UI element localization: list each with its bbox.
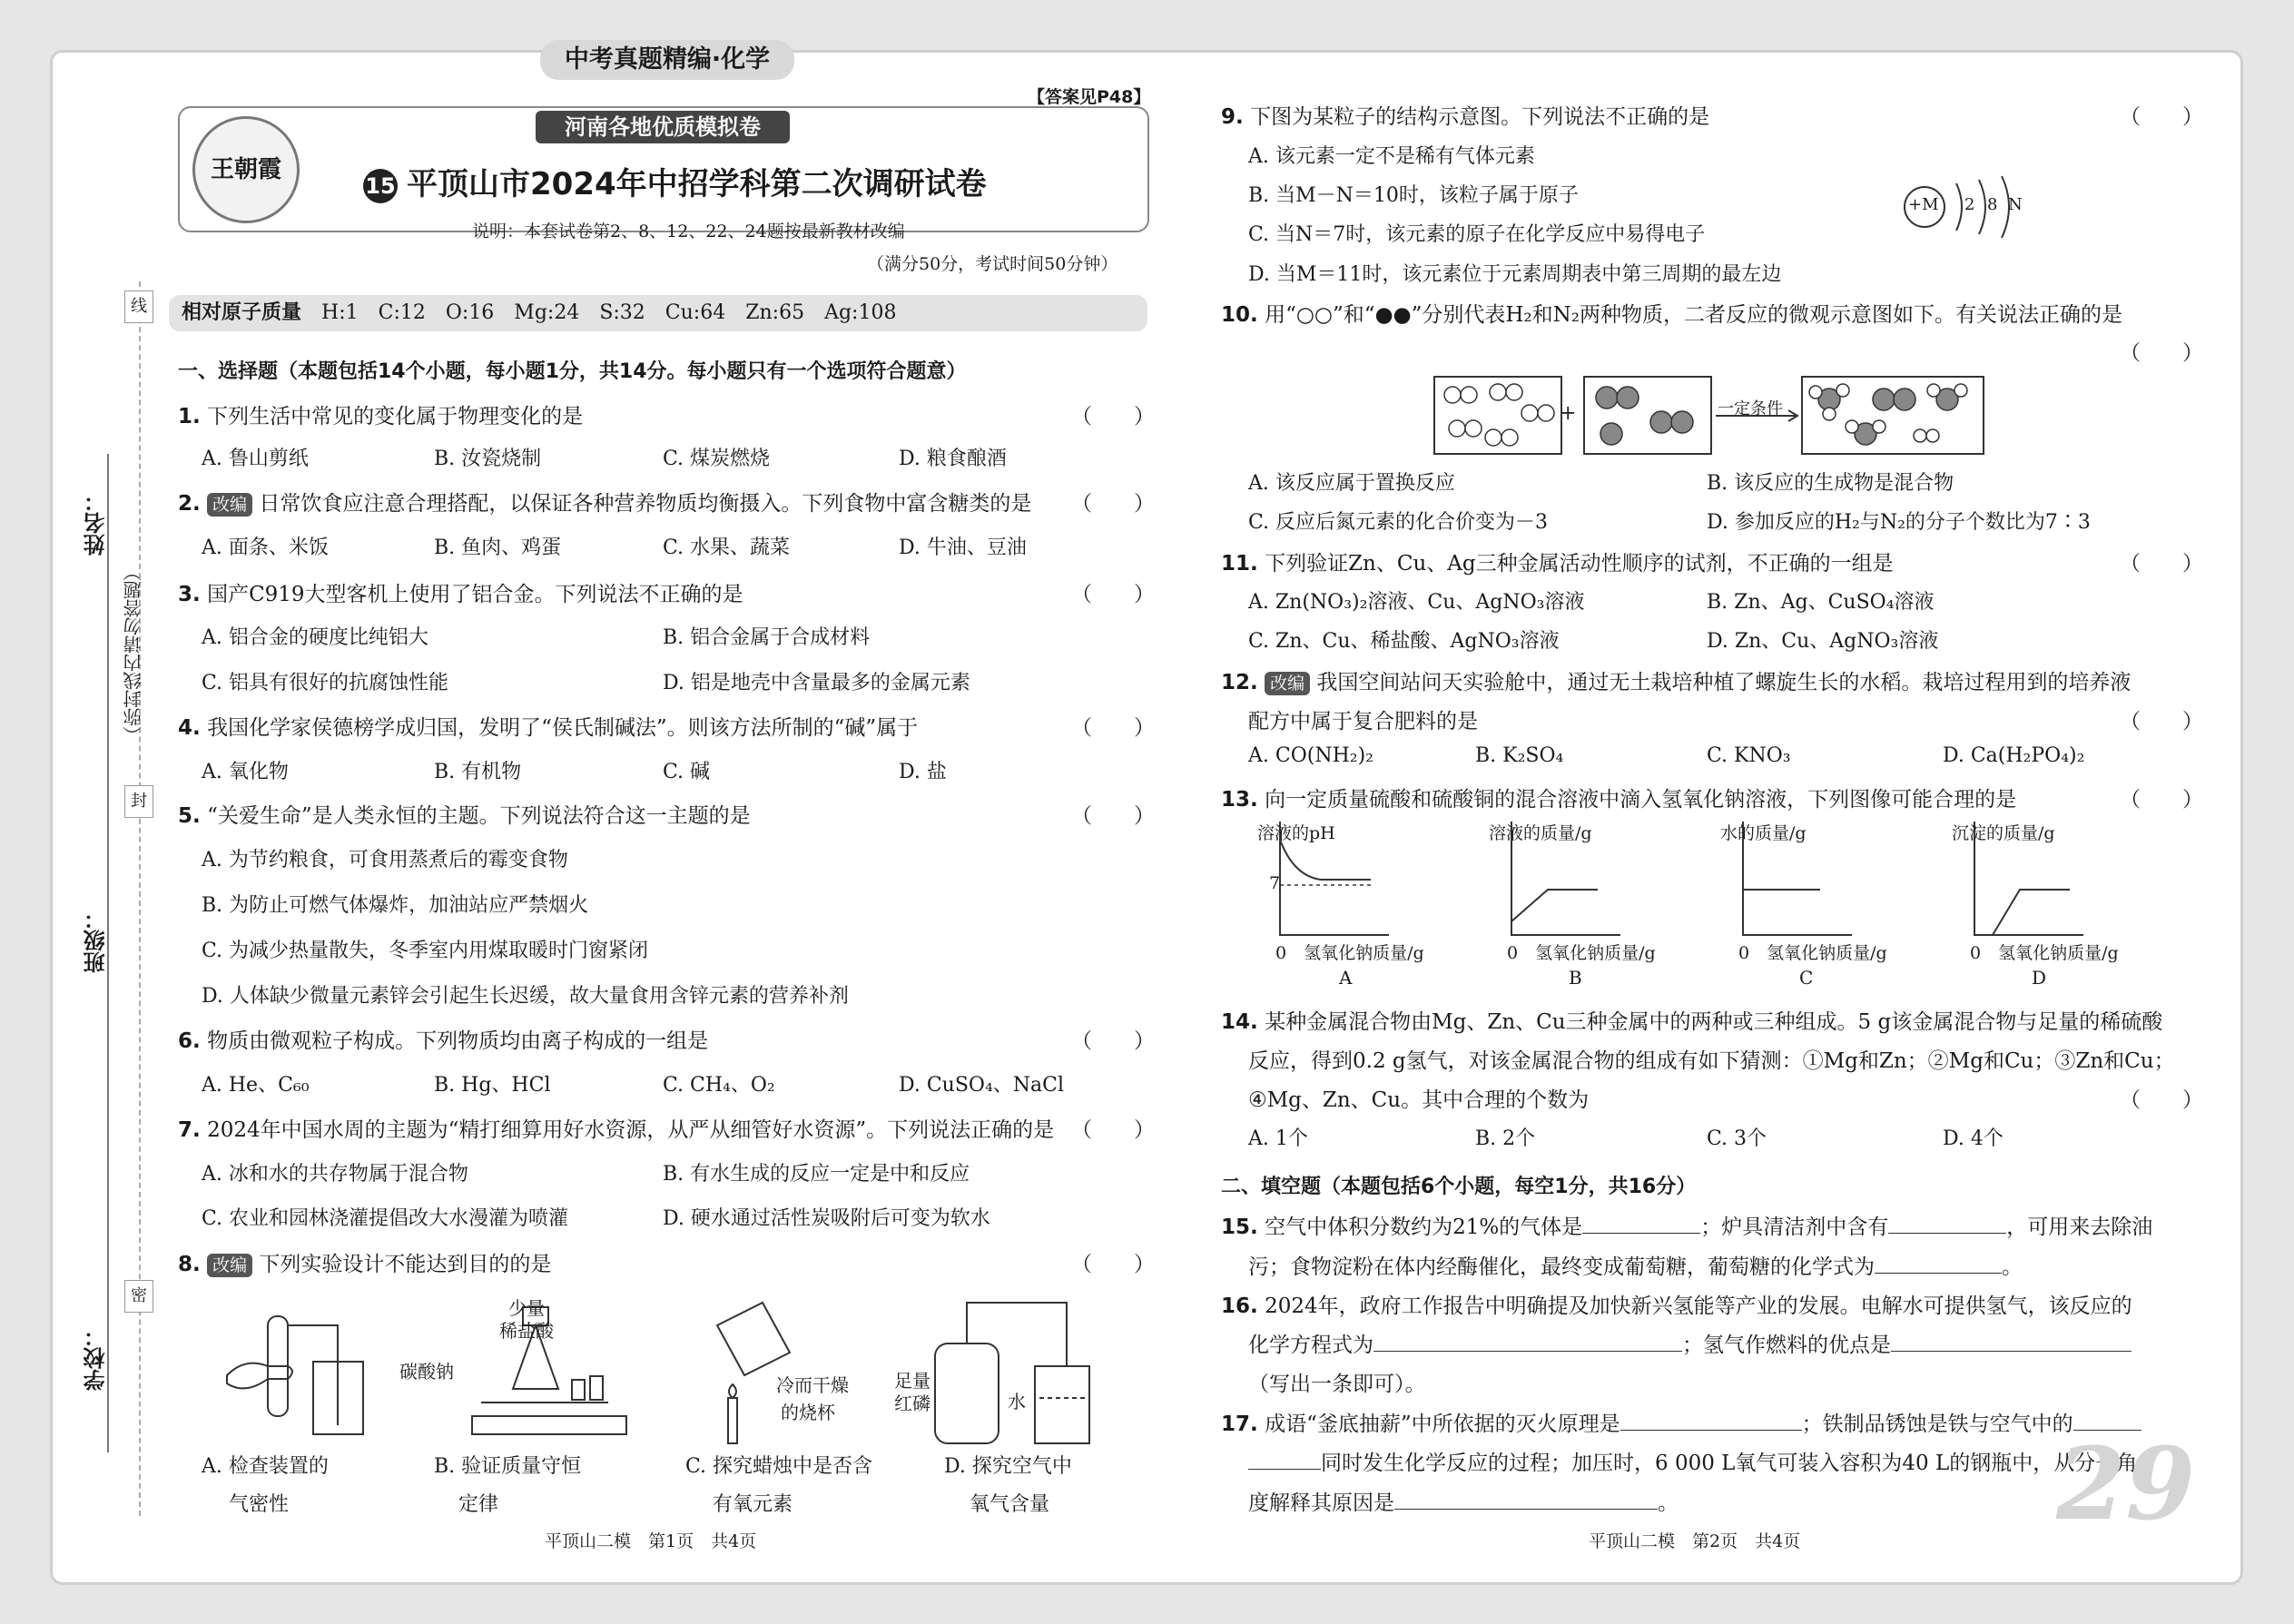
answer-paren: （ ）	[1071, 804, 1155, 828]
question-8	[178, 1247, 551, 1277]
shell-3-count: N	[2008, 195, 2023, 214]
answer-paren: （ ）	[1071, 405, 1155, 428]
product-molecules	[1809, 384, 1967, 445]
question-11	[1221, 546, 1894, 576]
option-b: B. 2个	[1475, 1127, 1536, 1150]
option-d: D. 盐	[899, 761, 947, 783]
fig-label: 稀盐酸	[499, 1320, 554, 1342]
footer-left: 平顶山二模 第1页 共4页	[545, 1531, 757, 1551]
question-number: 14.	[1221, 1010, 1258, 1034]
answer-paren: （ ）	[1071, 716, 1155, 740]
graph-a-curve	[1280, 840, 1371, 880]
option-b: B. 该反应的生成物是混合物	[1707, 472, 1954, 495]
question-text: 污；食物淀粉在体内经酶催化，最终变成葡萄糖，葡萄糖的化学式为	[1248, 1255, 1875, 1279]
seal-mark-close: 密	[124, 1280, 153, 1313]
option-a: A. 冰和水的共存物属于混合物	[202, 1163, 468, 1186]
paper-title-text: 平顶山市2024年中招学科第二次调研试卷	[407, 166, 987, 202]
question-text: ；炉具清洁剂中含有	[1700, 1216, 1889, 1239]
option-a: A. 检查装置的	[202, 1455, 329, 1478]
answer-blank[interactable]	[1891, 1351, 2132, 1352]
n2-molecules	[1596, 387, 1693, 445]
option-c: C. 3个	[1707, 1127, 1767, 1150]
question-stem: 下列验证Zn、Cu、Ag三种金属活动性顺序的试剂，不正确的一组是	[1265, 552, 1894, 576]
fig-label: 的烧杯	[781, 1402, 835, 1423]
graph-b-xlabel: 0 氢氧化钠质量/g	[1507, 943, 1656, 963]
question-stem: “关爱生命”是人类永恒的主题。下列说法符合这一主题的是	[207, 804, 751, 828]
question-text: ；铁制品锈蚀是铁与空气中的	[1801, 1412, 2073, 1436]
option-b: B. 为防止可燃气体爆炸，加油站应严禁烟火	[202, 894, 589, 917]
fig-label: 碳酸钠	[399, 1361, 454, 1383]
question-text: 化学方程式为	[1248, 1334, 1373, 1357]
question-number: 6.	[178, 1029, 201, 1053]
option-c: C. 当N＝7时，该元素的原子在化学反应中易得电子	[1248, 223, 1706, 246]
q13-graphs	[1253, 822, 2124, 989]
question-text: 度解释其原因是	[1248, 1491, 1394, 1515]
question-15-cont	[1248, 1250, 2023, 1280]
option-c: C. 煤炭燃烧	[663, 448, 771, 470]
question-number: 5.	[178, 804, 201, 828]
question-number: 7.	[178, 1118, 201, 1142]
region-tab: 河南各地优质模拟卷	[536, 111, 790, 143]
question-number: 4.	[178, 716, 201, 740]
question-2	[178, 487, 1031, 517]
answer-blank[interactable]	[1582, 1233, 1700, 1234]
fig-label: 少量	[508, 1297, 545, 1319]
question-1	[178, 399, 583, 429]
question-14	[1221, 1005, 2162, 1035]
question-stem: 用“○○”和“●●”分别代表H₂和N₂两种物质，二者反应的微观示意图如下。有关说法正确的是	[1265, 303, 2122, 327]
page-number-watermark: 29	[2056, 1425, 2196, 1542]
seal-mark-line: 线	[124, 290, 153, 323]
option-d: D. CuSO₄、NaCl	[899, 1074, 1065, 1097]
fig-label: 冷而干燥	[776, 1374, 849, 1396]
footer-right: 平顶山二模 第2页 共4页	[1589, 1531, 1801, 1551]
option-a: A. 1个	[1248, 1127, 1308, 1150]
hand-icon	[227, 1363, 292, 1389]
answer-paren: （ ）	[1071, 492, 1155, 516]
question-4	[178, 711, 918, 741]
option-a: A. 铝合金的硬度比纯铝大	[202, 626, 428, 649]
option-c: C. Zn、Cu、稀盐酸、AgNO₃溶液	[1248, 630, 1560, 653]
question-number: 12.	[1221, 671, 1258, 694]
answer-paren: （ ）	[1071, 1029, 1155, 1053]
brand-logo: 王朝霞	[192, 116, 300, 223]
graph-d-xlabel: 0 氢氧化钠质量/g	[1970, 943, 2119, 963]
seal-notice: （弥封线内请勿答题）	[123, 563, 144, 744]
adapted-tag: 改编	[1265, 672, 1310, 695]
question-number: 2.	[178, 492, 201, 516]
atomic-mass-bar	[169, 295, 1147, 331]
question-7	[178, 1113, 1054, 1143]
option-c: C. 水果、蔬菜	[663, 536, 791, 559]
option-c: C. CH₄、O₂	[663, 1074, 775, 1097]
seal-mark-seal: 封	[124, 785, 153, 818]
option-a: A. 鲁山剪纸	[202, 448, 309, 470]
question-number: 3.	[178, 583, 201, 606]
graph-c-xlabel: 0 氢氧化钠质量/g	[1738, 943, 1887, 963]
section-fill-title: 二、填空题（本题包括6个小题，每空1分，共16分）	[1221, 1176, 1697, 1198]
question-17	[1221, 1407, 2141, 1437]
option-d: D. 4个	[1943, 1127, 2004, 1150]
graph-d-ylabel: 沉淀的质量/g	[1952, 823, 2055, 843]
option-c: C. KNO₃	[1707, 744, 1791, 767]
option-c: C. 为减少热量散失，冬季室内用煤取暖时门窗紧闭	[202, 940, 649, 962]
option-b: B. Zn、Ag、CuSO₄溶液	[1707, 591, 1935, 614]
adapted-tag: 改编	[207, 1254, 252, 1277]
answer-blank[interactable]	[1620, 1430, 1802, 1431]
question-number: 9.	[1221, 105, 1244, 129]
graph-a-tick-7: 7	[1269, 873, 1281, 893]
answer-blank[interactable]	[1373, 1351, 1682, 1352]
question-9	[1221, 100, 1709, 130]
option-b: B. 铝合金属于合成材料	[663, 626, 871, 649]
h2-molecules	[1444, 384, 1554, 446]
atomic-mass-values: H:1 C:12 O:16 Mg:24 S:32 Cu:64 Zn:65 Ag:108	[321, 301, 897, 324]
answer-blank[interactable]	[1875, 1273, 2002, 1274]
shell-2-count: 8	[1987, 195, 1998, 214]
option-b: B. 有机物	[434, 761, 522, 783]
answer-paren: （ ）	[1071, 1118, 1155, 1142]
question-stem: 向一定质量硫酸和硫酸铜的混合溶液中滴入氢氧化钠溶液，下列图像可能合理的是	[1265, 788, 2017, 812]
graph-a-xlabel: 0 氢氧化钠质量/g	[1275, 943, 1424, 963]
paper-number-badge: 15	[363, 169, 398, 203]
option-c: C. 碱	[663, 761, 711, 783]
option-d: D. 当M＝11时，该元素位于元素周期表中第三周期的最左边	[1248, 263, 1782, 286]
question-stem: 2024年中国水周的主题为“精打细算用好水资源，从严从细管好水资源”。下列说法正确的是	[207, 1118, 1055, 1142]
option-a: A. 该元素一定不是稀有气体元素	[1248, 145, 1535, 168]
question-text: ，可用来去除油	[2006, 1216, 2153, 1239]
question-12	[1221, 665, 2131, 695]
option-b: B. Hg、HCl	[434, 1074, 551, 1097]
option-b: B. K₂SO₄	[1475, 744, 1564, 767]
question-10	[1221, 298, 2122, 328]
question-number: 16.	[1221, 1294, 1258, 1318]
option-b: B. 汝瓷烧制	[434, 448, 542, 470]
question-13	[1221, 782, 2016, 812]
inverted-beaker	[717, 1303, 790, 1375]
question-stem: 我国化学家侯德榜学成归国，发明了“侯氏制碱法”。则该方法所制的“碱”属于	[207, 716, 919, 740]
option-d: D. 硬水通过活性炭吸附后可变为软水	[663, 1207, 990, 1230]
option-d: D. 探究空气中	[944, 1455, 1072, 1478]
answer-paren: （ ）	[2120, 341, 2203, 365]
question-number: 13.	[1221, 788, 1258, 812]
weight	[590, 1376, 603, 1400]
question-16-cont	[1248, 1328, 2132, 1358]
question-text: ；氢气作燃料的优点是	[1682, 1334, 1891, 1357]
reaction-micro-diagram	[1430, 372, 1993, 458]
question-15	[1221, 1210, 2152, 1240]
question-17-cont	[1248, 1446, 2137, 1476]
question-stem: 物质由微观粒子构成。下列物质均由离子构成的一组是	[207, 1029, 709, 1053]
question-stem: 下列实验设计不能达到目的的是	[259, 1253, 552, 1276]
score-time: （满分50分，考试时间50分钟）	[867, 254, 1118, 274]
question-17-cont	[1248, 1486, 1679, 1516]
fig-label: 水	[1008, 1391, 1026, 1412]
name-label: 姓名：	[84, 490, 109, 556]
answer-paren: （ ）	[2120, 1088, 2203, 1112]
option-a: A. 该反应属于置换反应	[1248, 472, 1455, 495]
question-stem: 下图为某粒子的结构示意图。下列说法不正确的是	[1250, 105, 1710, 129]
reaction-condition: 一定条件	[1718, 399, 1783, 418]
gas-bottle	[935, 1343, 999, 1443]
question-stem: 日常饮食应注意合理搭配，以保证各种营养物质均衡摄入。下列食物中富含糖类的是	[259, 492, 1032, 516]
question-stem: 下列生活中常见的变化属于物理变化的是	[207, 405, 584, 428]
option-d: D. 人体缺少微量元素锌会引起生长迟缓，故大量食用含锌元素的营养补剂	[202, 985, 849, 1008]
answer-reference: 【答案见P48】	[1028, 87, 1151, 107]
option-b: B. 有水生成的反应一定是中和反应	[663, 1163, 970, 1186]
question-number: 11.	[1221, 552, 1258, 576]
question-stem: 某种金属混合物由Mg、Zn、Cu三种金属中的两种或三种组成。5 g该金属混合物与足量的稀硫酸	[1265, 1010, 2163, 1034]
option-a-cont: 气密性	[229, 1493, 290, 1516]
atomic-mass-label: 相对原子质量	[182, 301, 302, 324]
question-16-cont: （写出一条即可）。	[1248, 1373, 1426, 1396]
option-d: D. 粮食酿酒	[899, 448, 1007, 470]
option-a: A. 氧化物	[202, 761, 289, 783]
school-label: 学校：	[84, 1325, 109, 1391]
class-label: 班级：	[84, 908, 109, 973]
weight	[572, 1380, 585, 1400]
question-12-cont: 配方中属于复合肥料的是	[1248, 710, 1478, 733]
question-text: 。	[2002, 1255, 2023, 1279]
option-a: A. 为节约粮食，可食用蒸煮后的霉变食物	[202, 849, 568, 871]
beaker-d	[1035, 1366, 1089, 1443]
answer-paren: （ ）	[2120, 552, 2203, 576]
shell-1-count: 2	[1964, 195, 1975, 214]
question-text: 同时发生化学反应的过程；加压时，6 000 L氧气可装入容积为40 L的钢瓶中，从分子角	[1321, 1452, 2138, 1475]
plus-sign: +	[1560, 402, 1577, 425]
option-b-cont: 定律	[458, 1493, 499, 1516]
question-text: 2024年，政府工作报告中明确提及加快新兴氢能等产业的发展。电解水可提供氢气，该反应的	[1265, 1294, 2132, 1318]
fig-label: 红磷	[894, 1393, 930, 1414]
option-d: D. Zn、Cu、AgNO₃溶液	[1707, 630, 1939, 653]
flame-icon	[729, 1384, 736, 1398]
paper-title	[363, 159, 987, 203]
graph-b-ylabel: 溶液的质量/g	[1489, 823, 1592, 843]
graph-c-letter: C	[1799, 967, 1814, 989]
option-d: D. 参加反应的H₂与N₂的分子个数比为7∶3	[1707, 511, 2091, 534]
graph-d-curve	[1974, 890, 2070, 935]
option-d: D. 牛油、豆油	[899, 536, 1027, 559]
answer-paren: （ ）	[1071, 583, 1155, 606]
question-number: 17.	[1221, 1412, 1258, 1436]
graph-b-letter: B	[1569, 967, 1582, 989]
answer-paren: （ ）	[2120, 710, 2203, 733]
option-c: C. 反应后氮元素的化合价变为－3	[1248, 511, 1549, 534]
answer-paren: （ ）	[2120, 788, 2203, 812]
graph-c-ylabel: 水的质量/g	[1720, 823, 1807, 843]
question-14-cont: 反应，得到0.2 g氢气，对该金属混合物的组成有如下猜测：①Mg和Zn；②Mg和Cu；③Zn和Cu；	[1248, 1049, 2175, 1073]
graph-d-letter: D	[2032, 967, 2047, 989]
question-6	[178, 1024, 708, 1054]
option-a: A. He、C₆₀	[202, 1074, 310, 1097]
option-b: B. 鱼肉、鸡蛋	[434, 536, 562, 559]
option-d: D. 铝是地壳中含量最多的金属元素	[663, 672, 970, 694]
seal-dash-line	[139, 281, 141, 1516]
question-text: 。	[1658, 1491, 1679, 1515]
option-d-cont: 氧气含量	[970, 1493, 1050, 1516]
question-number: 15.	[1221, 1216, 1258, 1239]
question-text: 空气中体积分数约为21%的气体是	[1265, 1216, 1583, 1239]
balance-base	[472, 1416, 626, 1434]
option-d: D. Ca(H₂PO₄)₂	[1943, 744, 2085, 767]
question-number: 8.	[178, 1253, 201, 1276]
answer-blank[interactable]	[1394, 1509, 1658, 1510]
option-c: C. 铝具有很好的抗腐蚀性能	[202, 672, 449, 694]
option-a: A. CO(NH₂)₂	[1248, 744, 1373, 767]
nucleus-label: +M	[1908, 195, 1939, 214]
option-a: A. 面条、米饭	[202, 536, 329, 559]
question-stem: 我国空间站问天实验舱中，通过无土栽培种植了螺旋生长的水稻。栽培过程用到的培养液	[1316, 671, 2132, 694]
question-14-cont: ④Mg、Zn、Cu。其中合理的个数为	[1248, 1088, 1590, 1112]
question-text: 成语“釜底抽薪”中所依据的灭火原理是	[1265, 1412, 1620, 1436]
question-stem: 国产C919大型客机上使用了铝合金。下列说法不正确的是	[207, 583, 743, 606]
answer-blank[interactable]	[1248, 1469, 1321, 1470]
option-c-cont: 有氧元素	[713, 1493, 793, 1516]
option-a: A. Zn(NO₃)₂溶液、Cu、AgNO₃溶液	[1248, 591, 1585, 614]
answer-blank[interactable]	[1888, 1233, 2006, 1234]
question-number: 10.	[1221, 303, 1258, 327]
adapted-tag: 改编	[207, 493, 252, 517]
option-b: B. 当M－N＝10时，该粒子属于原子	[1248, 184, 1579, 207]
section-choice-title: 一、选择题（本题包括14个小题，每小题1分，共14分。每小题只有一个选项符合题意）	[178, 360, 967, 383]
option-c: C. 农业和园林浇灌提倡改大水漫灌为喷灌	[202, 1207, 569, 1230]
option-c: C. 探究蜡烛中是否含	[685, 1455, 873, 1478]
question-number: 1.	[178, 405, 201, 428]
q8-apparatus-figures	[209, 1289, 1117, 1457]
connecting-tube	[967, 1303, 1067, 1366]
graph-a-letter: A	[1339, 967, 1353, 989]
question-5	[178, 799, 751, 829]
question-3	[178, 577, 743, 607]
question-16	[1221, 1289, 2132, 1319]
answer-paren: （ ）	[1071, 1253, 1155, 1276]
adaptation-note: 说明：本套试卷第2、8、12、22、24题按最新教材改编	[472, 221, 905, 241]
graph-b-curve	[1511, 890, 1598, 921]
option-b: B. 验证质量守恒	[434, 1455, 582, 1478]
graph-a-ylabel: 溶液的pH	[1257, 823, 1335, 843]
fig-label: 足量	[894, 1370, 930, 1392]
series-banner: 中考真题精编·化学	[540, 40, 794, 80]
answer-paren: （ ）	[2120, 105, 2203, 129]
candle	[728, 1398, 737, 1443]
